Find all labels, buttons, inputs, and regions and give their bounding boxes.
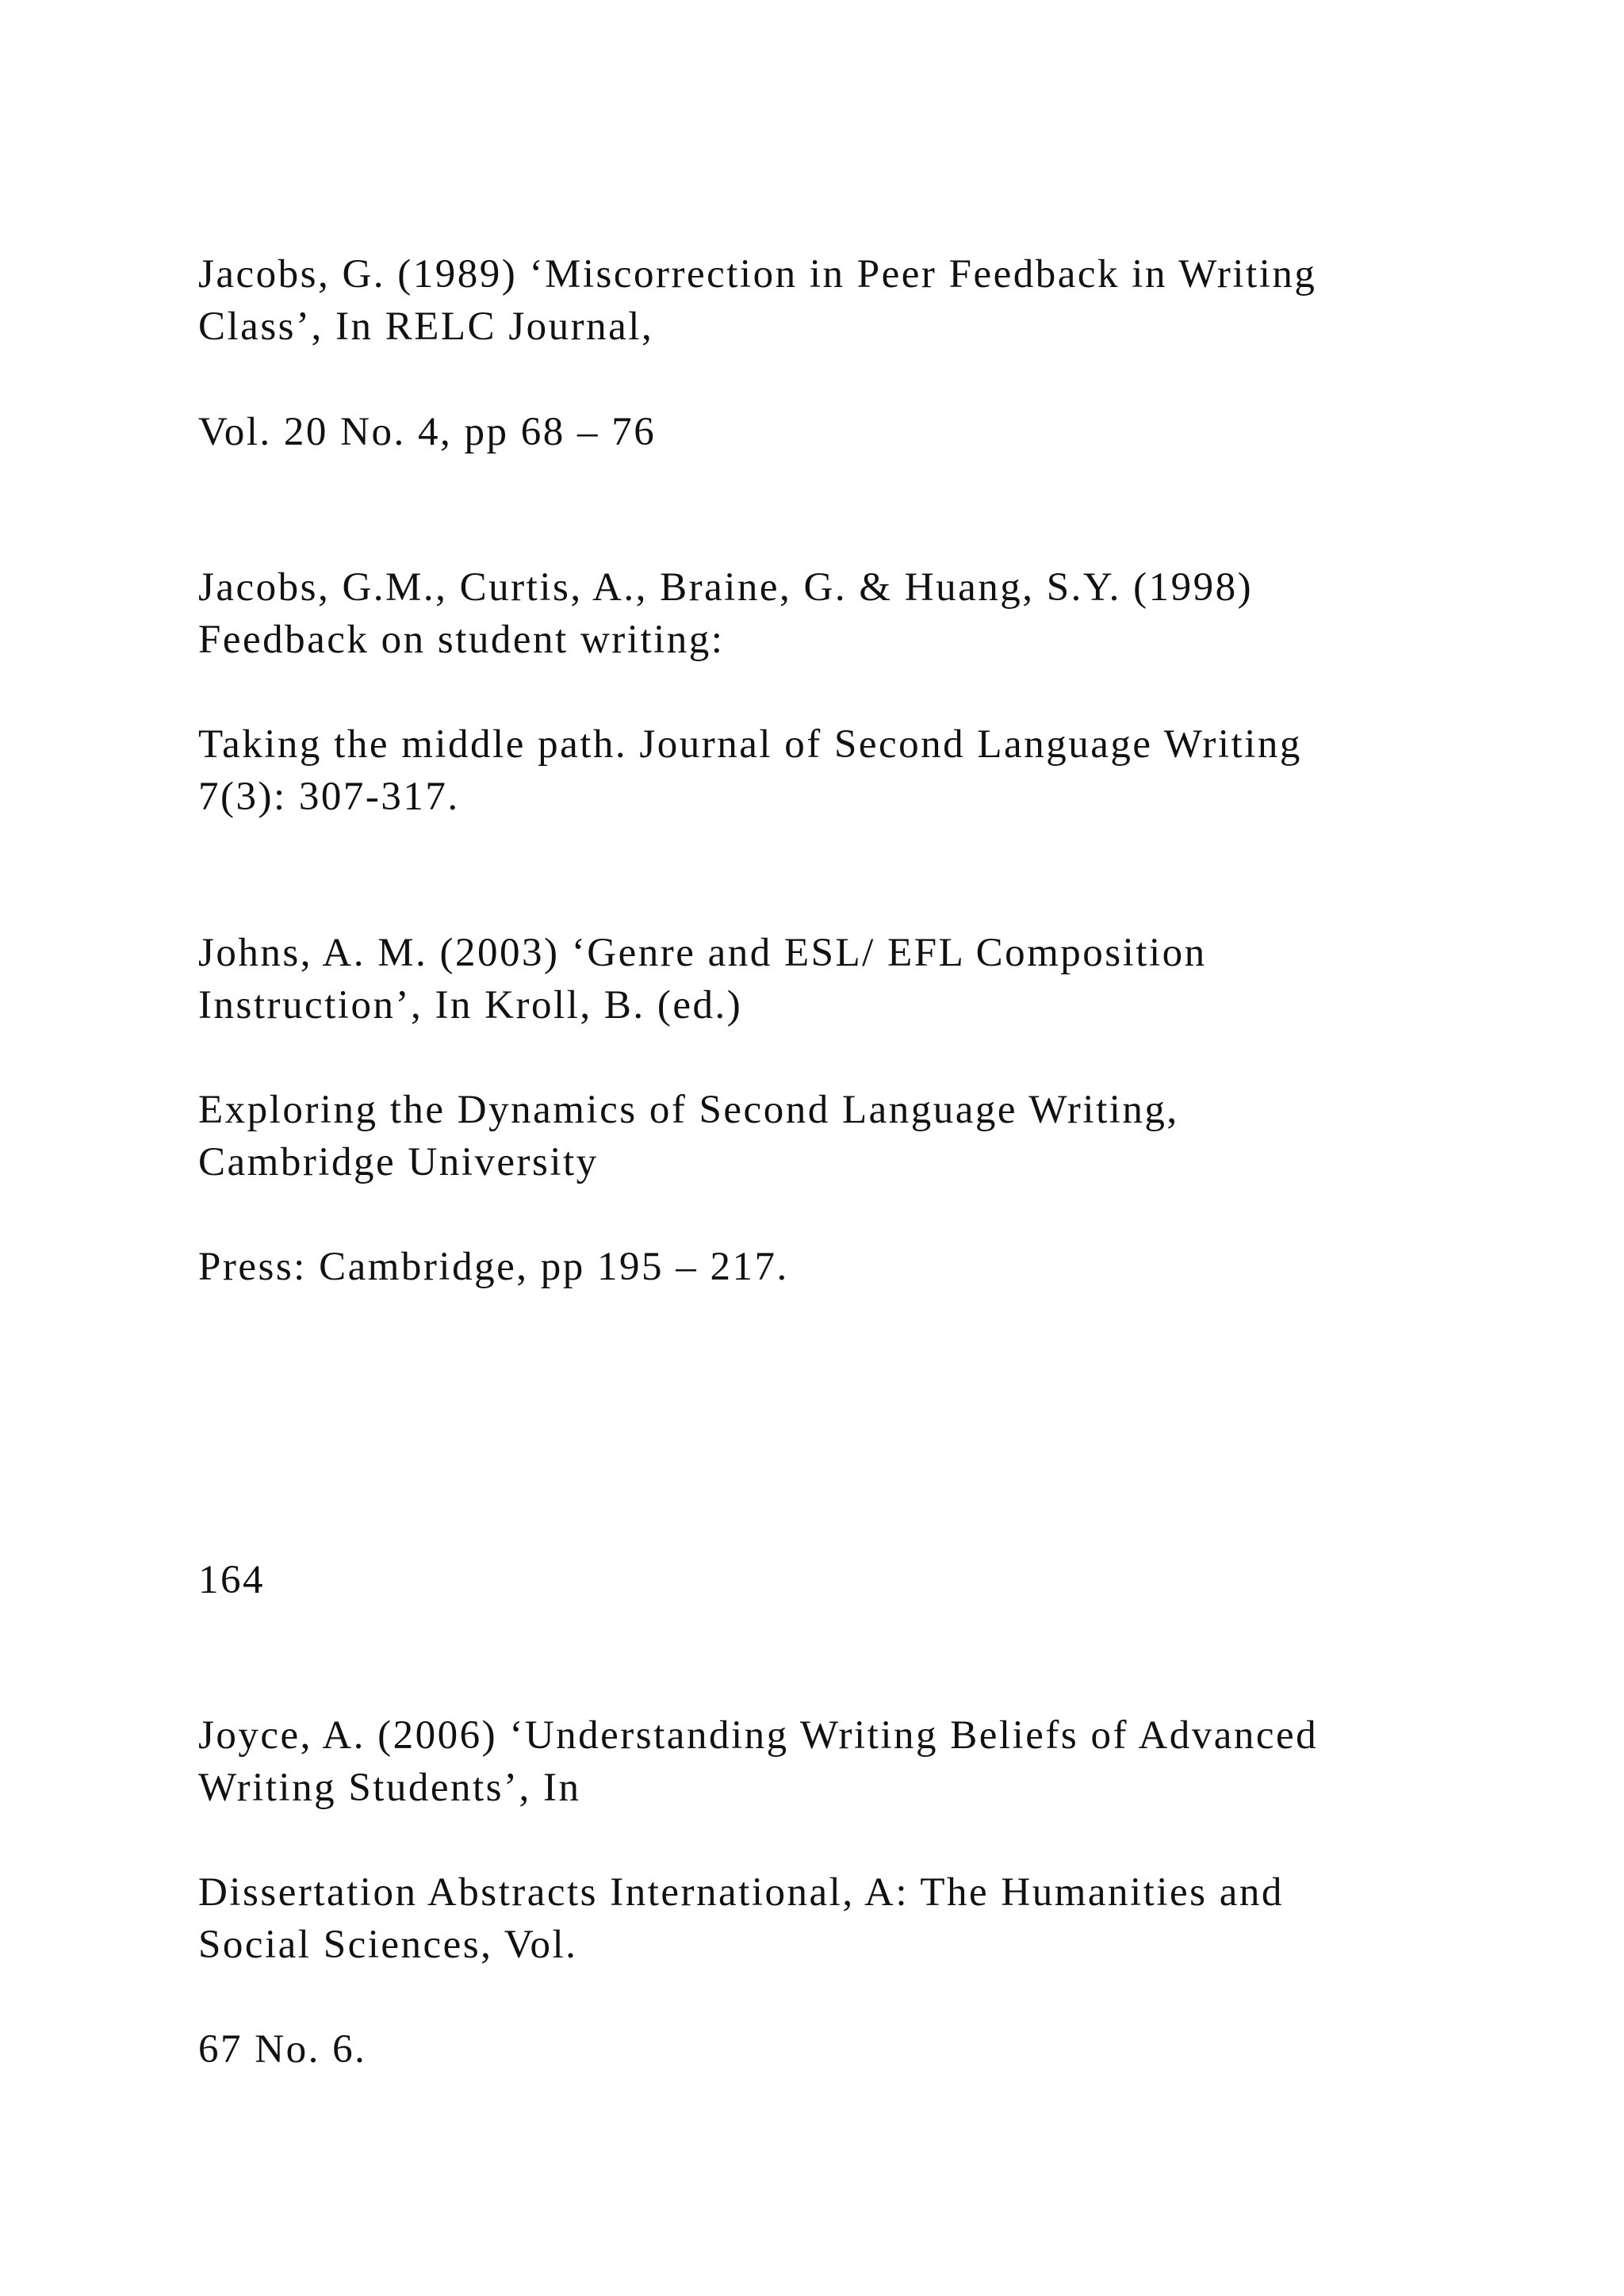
reference-joyce-2006-line-2: Writing Students’, In [198,1766,581,1810]
reference-jacobs-1998-line-1: Jacobs, G.M., Curtis, A., Braine, G. & Huang, S.Y. (1998) [198,565,1254,610]
reference-jacobs-1998-line-2: Feedback on student writing: [198,618,725,662]
reference-jacobs-1998-line-3: Taking the middle path. Journal of Second Language Writing [198,722,1302,767]
reference-johns-2003-line-4: Cambridge University [198,1140,599,1184]
reference-johns-2003-line-5: Press: Cambridge, pp 195 – 217. [198,1245,789,1289]
reference-jacobs-1998-line-4: 7(3): 307-317. [198,775,460,819]
reference-joyce-2006-line-4: Social Sciences, Vol. [198,1923,578,1967]
reference-joyce-2006-line-3: Dissertation Abstracts International, A: The Humanities and [198,1870,1284,1915]
reference-jacobs-1989-line-2: Class’, In RELC Journal, [198,304,654,349]
reference-johns-2003-line-1: Johns, A. M. (2003) ‘Genre and ESL/ EFL Composition [198,931,1207,975]
page-number: 164 [198,1558,265,1602]
reference-joyce-2006-line-1: Joyce, A. (2006) ‘Understanding Writing Beliefs of Advanced [198,1713,1319,1758]
reference-jacobs-1989-line-1: Jacobs, G. (1989) ‘Miscorrection in Peer Feedback in Writing [198,252,1317,297]
reference-jacobs-1989-line-3: Vol. 20 No. 4, pp 68 – 76 [198,410,657,454]
reference-johns-2003-line-3: Exploring the Dynamics of Second Language Writing, [198,1088,1179,1132]
reference-johns-2003-line-2: Instruction’, In Kroll, B. (ed.) [198,983,743,1027]
reference-joyce-2006-line-5: 67 No. 6. [198,2027,367,2072]
